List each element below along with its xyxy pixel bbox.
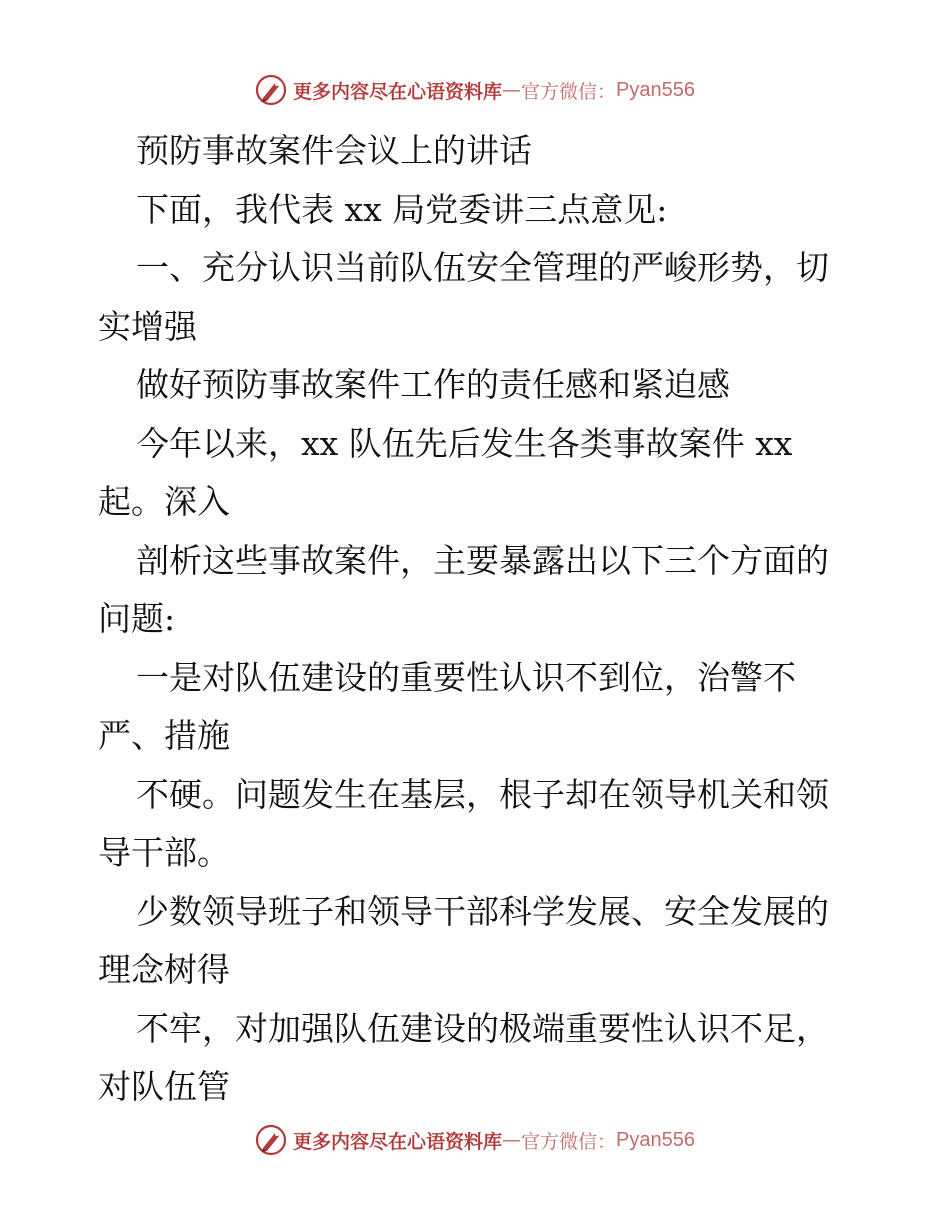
watermark-wechat-id: Pyan556 [616,78,695,101]
paragraph-line: 下面，我代表 xx 局党委讲三点意见: [136,189,668,229]
paragraph-line: 导干部。 [98,833,230,872]
watermark-dash: — [502,1129,522,1151]
watermark-wechat-label: 官方微信： [521,80,617,103]
paragraph-line: 剖析这些事故案件，主要暴露出以下三个方面的 [136,540,829,580]
pen-logo-icon [255,1124,287,1156]
watermark-main-text: 更多内容尽在心语资料库 [293,80,503,103]
paragraph-line: 不硬。问题发生在基层，根子却在领导机关和领 [136,774,829,814]
document-body [98,122,850,1117]
section-heading-line: 实增强 [98,306,197,346]
paragraph-line: 今年以来，xx 队伍先后发生各类事故案件 xx [136,423,793,463]
paragraph-line: 一是对队伍建设的重要性认识不到位，治警不 [136,657,796,697]
watermark-wechat-id: Pyan556 [616,1128,695,1151]
paragraph-line: 起。深入 [98,482,230,521]
watermark-dash: — [502,79,522,101]
paragraph-line: 少数领导班子和领导干部科学发展、安全发展的 [136,891,829,931]
watermark-main-text: 更多内容尽在心语资料库 [293,1130,503,1153]
footer-watermark [0,1120,950,1160]
watermark-wechat-label: 官方微信： [521,1130,617,1153]
paragraph-line: 对队伍管 [98,1067,230,1106]
paragraph-line: 严、措施 [98,716,230,755]
paragraph-line: 理念树得 [98,950,230,989]
header-watermark [0,70,950,110]
paragraph-line: 不牢，对加强队伍建设的极端重要性认识不足， [136,1008,829,1048]
section-heading-line: 做好预防事故案件工作的责任感和紧迫感 [136,365,730,404]
section-heading-line: 一、充分认识当前队伍安全管理的严峻形势，切 [136,248,829,287]
pen-logo-icon [255,74,287,106]
paragraph-line: 问题: [98,599,176,638]
document-title: 预防事故案件会议上的讲话 [136,131,532,170]
